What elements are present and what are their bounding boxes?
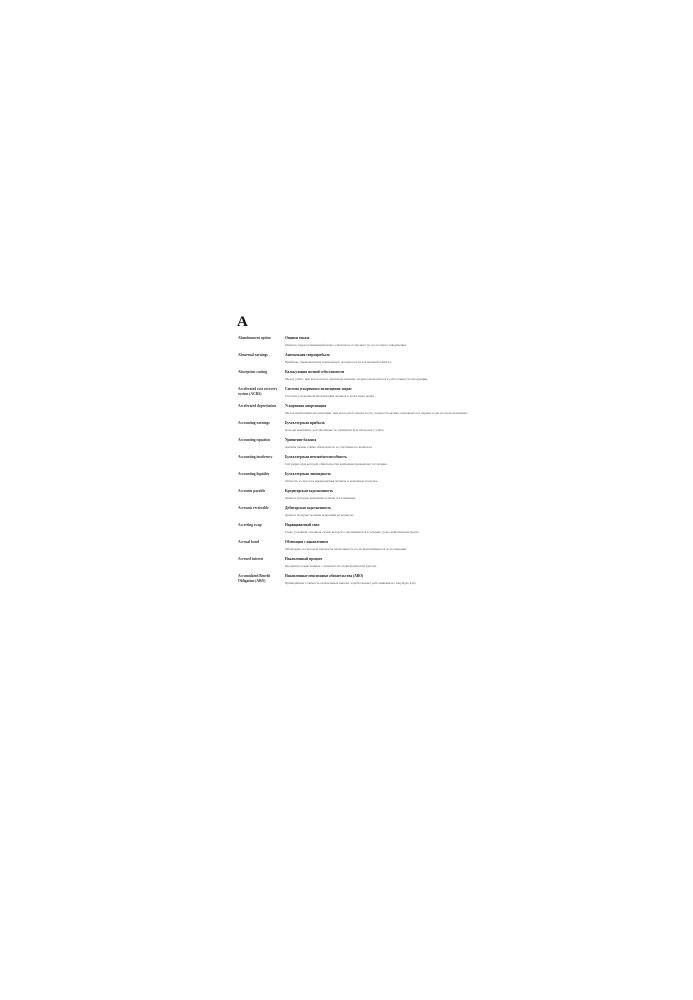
entry-definition [285,421,474,435]
entry-term: Accounting liquidity [238,472,270,476]
glossary-entry [238,336,474,350]
entry-translation: Дебиторская задолженность [285,506,331,510]
entry-term: Accounting earnings [238,421,270,425]
glossary-entry [238,557,474,571]
entry-term: Accounts payable [238,489,266,493]
entry-term: Abnormal earnings [238,353,268,357]
entry-definition [285,353,474,367]
entry-explanation: Метод начисления амортизации, при котором большая часть стоимости актива списывается в первые годы его использования. [285,410,468,415]
entry-translation: Ускоренная амортизация [285,404,327,408]
entry-translation: Наращиваемый своп [285,523,320,527]
entry-explanation: Деньги, которые компания должна поставщикам. [285,495,357,500]
entry-translation: Опцион отказа [285,336,310,340]
entry-term: Accounting equation [238,438,270,442]
entry-explanation: Облигация, по которой проценты начисляются, но не выплачиваются до погашения. [285,546,407,551]
entry-term: Absorption costing [238,370,268,374]
entry-explanation: Своп, условная основная сумма которого увеличивается в течение срока действия контракта. [285,529,420,534]
entry-translation: Бухгалтерская ликвидность [285,472,332,476]
glossary-entry [238,387,474,401]
entry-translation: Накопленные пенсионные обязательства (ABO) [285,574,364,578]
glossary-entry [238,455,474,469]
glossary-entry [238,506,474,520]
entry-definition [285,404,474,418]
entry-definition [285,455,474,469]
entry-definition [285,574,474,588]
glossary-entry [238,353,474,367]
entry-definition [285,438,474,452]
entry-explanation: Деньги, которые должны компании её клиенты. [285,512,354,517]
entry-definition [285,523,474,537]
glossary-entry [238,438,474,452]
glossary-entry [238,472,474,486]
entry-term: Abandonment option [238,336,271,340]
entry-definition [285,387,474,401]
entry-translation: Аномальная сверхприбыль [285,353,330,357]
entry-explanation: Лёгкость и скорость превращения активов в денежные средства. [285,478,379,483]
glossary-entry [238,574,474,588]
entry-explanation: Проценты, начисленные с момента последней выплаты купона. [285,563,377,568]
glossary-entry [238,523,474,537]
entry-translation: Уравнение баланса [285,438,317,442]
entry-translation: Система ускоренного возмещения затрат [285,387,352,391]
entry-definition [285,370,474,384]
entry-explanation: Система ускоренной амортизации активов в налоговых целях. [285,393,375,398]
entry-definition [285,336,474,350]
entry-translation: Бухгалтерская неплатёжеспособность [285,455,347,459]
entry-translation: Накопленный процент [285,557,323,561]
glossary-entry [238,421,474,435]
entry-explanation: Активы равны сумме обязательств и собственного капитала. [285,444,373,449]
glossary-entry [238,489,474,503]
entry-definition [285,557,474,571]
entry-explanation: Опцион, предоставляющий право отказаться от проекта до его полного завершения. [285,342,407,347]
entry-definition [285,506,474,520]
entry-term: Accounts receivable [238,506,269,510]
entry-definition [285,540,474,554]
glossary-entry [238,540,474,554]
entry-explanation: Доходы компании, рассчитанные по правилам бухгалтерского учёта. [285,427,385,432]
entry-term: Accreting swap [238,523,262,527]
entry-translation: Облигация с накоплением [285,540,329,544]
section-letter: A [237,314,248,330]
glossary-entry [238,370,474,384]
entry-term: Accrual bond [238,540,259,544]
entry-explanation: Метод учёта, при котором все производственные затраты включаются в себестоимость продукции. [285,376,429,381]
glossary-entry [238,404,474,418]
entry-term: Accrued interest [238,557,264,561]
entry-definition [285,489,474,503]
entry-translation: Бухгалтерская прибыль [285,421,325,425]
entry-term: Accelerated cost recovery system (ACRS) [238,387,278,396]
entry-explanation: Приведённая стоимость пенсионных выплат, заработанных работниками на текущую дату. [285,580,417,585]
entry-translation: Калькуляция полной себестоимости [285,370,345,374]
entry-term: Accumulated Benefit Obligation (ABO) [238,574,271,583]
entry-term: Accelerated depreciation [238,404,277,408]
entry-explanation: Прибыль, превышающая нормальную доходность на вложенный капитал. [285,359,392,364]
entry-explanation: Ситуация, при которой обязательства компании превышают её активы. [285,461,388,466]
entry-translation: Кредиторская задолженность [285,489,333,493]
entry-term: Accounting insolvency [238,455,273,459]
entry-definition [285,472,474,486]
glossary-list [238,336,474,591]
